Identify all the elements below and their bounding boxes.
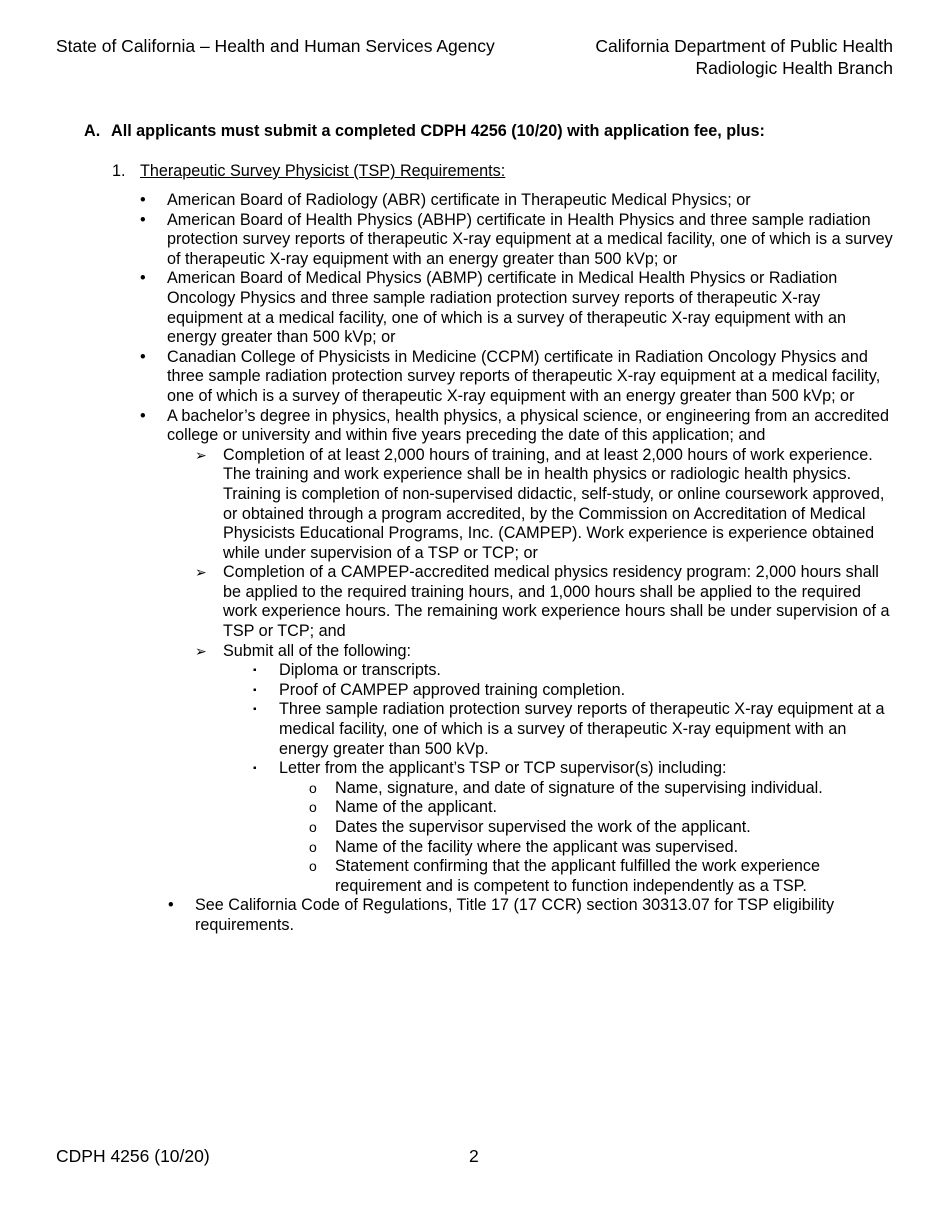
- arrow-bullet-icon: ➢: [195, 446, 207, 463]
- section-heading-text: All applicants must submit a completed CDPH 4256 (10/20) with application fee, plus:: [111, 122, 765, 140]
- bullet-icon: •: [168, 896, 174, 915]
- item-number: 1.: [112, 162, 126, 180]
- submit-item: ▪ Proof of CAMPEP approved training completion.: [253, 680, 626, 699]
- letter-item: o Name of the applicant.: [309, 798, 497, 817]
- letter-item: o Statement confirming that the applicant fulfilled the work experience requirement and is competent to function independently as a TSP.: [309, 857, 820, 895]
- bullet-icon: •: [140, 210, 146, 229]
- square-bullet-icon: ▪: [253, 665, 257, 677]
- page-number: 2: [469, 1146, 479, 1166]
- square-bullet-icon: ▪: [253, 684, 257, 696]
- degree-option: ➢ Submit all of the following:: [195, 641, 412, 660]
- footer-form-id: CDPH 4256 (10/20): [56, 1146, 210, 1166]
- letter-item: o Name, signature, and date of signature of the supervising individual.: [309, 778, 823, 797]
- list-item: • American Board of Radiology (ABR) certificate in Therapeutic Medical Physics; or: [140, 191, 751, 209]
- degree-option: ➢ Completion of a CAMPEP-accredited medical physics residency program: 2,000 hours shall be applied to the required training hours, and 1,000 hours shall be applied to the required work experience hours. The remaining work experience hours shall be under supervision of a TSP or TCP; and: [195, 563, 890, 641]
- header-agency: State of California – Health and Human Services Agency: [56, 36, 495, 56]
- list-item: • A bachelor’s degree in physics, health physics, a physical science, or engineering from an accredited college or university and within five years preceding the date of this application; and: [140, 406, 889, 445]
- submit-item: ▪ Diploma or transcripts.: [253, 661, 441, 680]
- requirements-list: [0, 191, 950, 936]
- item-heading: [112, 162, 505, 182]
- circle-bullet-icon: o: [309, 779, 317, 796]
- section-letter: A.: [84, 122, 101, 140]
- arrow-bullet-icon: ➢: [195, 564, 207, 581]
- circle-bullet-icon: o: [309, 838, 317, 855]
- section-heading: [84, 122, 765, 142]
- header-branch: Radiologic Health Branch: [695, 58, 893, 78]
- submit-item: ▪ Three sample radiation protection survey reports of therapeutic X-ray equipment at a medical facility, one of which is a survey of therapeutic X-ray equipment with an energy greater than 500 kVp.: [253, 700, 885, 758]
- bullet-icon: •: [140, 347, 146, 366]
- arrow-bullet-icon: ➢: [195, 642, 207, 659]
- circle-bullet-icon: o: [309, 858, 317, 875]
- header-department-block: [595, 35, 893, 79]
- degree-option: ➢ Completion of at least 2,000 hours of training, and at least 2,000 hours of work experience. The training and work experience shall be in health physics or radiologic health physics. Training is completion of non-supervised didactic, self-study, or online coursework approved, or obtained through a program accredited, by the Commission on Accreditation of Medical Physicists Educational Programs, Inc. (CAMPEP). Work experience is experience obtained while under supervision of a TSP or TCP; or: [195, 445, 885, 562]
- letter-item: o Name of the facility where the applicant was supervised.: [309, 837, 739, 856]
- submit-item: ▪ Letter from the applicant’s TSP or TCP supervisor(s) including:: [253, 759, 727, 778]
- bullet-icon: •: [140, 269, 146, 288]
- circle-bullet-icon: o: [309, 819, 317, 835]
- bullet-icon: •: [140, 191, 146, 209]
- header-department: California Department of Public Health: [595, 36, 893, 56]
- square-bullet-icon: ▪: [253, 763, 257, 775]
- square-bullet-icon: ▪: [253, 704, 257, 716]
- list-item: • Canadian College of Physicists in Medicine (CCPM) certificate in Radiation Oncology Physics and three sample radiation protection survey reports of therapeutic X-ray equipment at a medical facility, one of which is a survey of therapeutic X-ray equipment with an energy greater than 500 kVp; or: [140, 347, 881, 405]
- list-item: • American Board of Medical Physics (ABMP) certificate in Medical Health Physics or Radiation Oncology Physics and three sample radiation protection survey reports of therapeutic X-ray equipment at a medical facility, one of which is a survey of therapeutic X-ray equipment with an energy greater than 500 kVp; or: [140, 269, 847, 347]
- regulation-note: • See California Code of Regulations, Title 17 (17 CCR) section 30313.07 for TSP eligibility requirements.: [168, 896, 835, 934]
- item-title: Therapeutic Survey Physicist (TSP) Requirements:: [140, 162, 506, 180]
- letter-item: o Dates the supervisor supervised the work of the applicant.: [309, 818, 751, 836]
- circle-bullet-icon: o: [309, 799, 317, 816]
- bullet-icon: •: [140, 406, 146, 425]
- list-item: • American Board of Health Physics (ABHP) certificate in Health Physics and three sample radiation protection survey reports of therapeutic X-ray equipment at a medical facility, one of which is a survey of therapeutic X-ray equipment with an energy greater than 500 kVp; or: [140, 210, 893, 268]
